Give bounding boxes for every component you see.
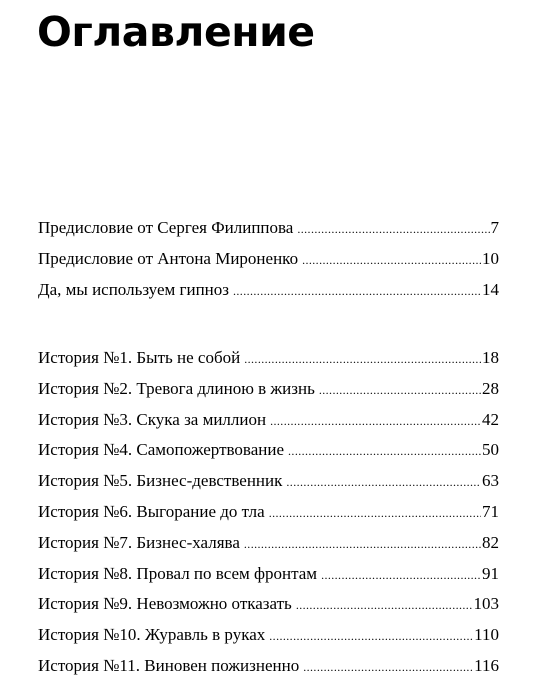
dot-leader	[302, 245, 481, 276]
toc-entry-label: История №1. Быть не собой	[38, 348, 241, 367]
toc-entry-label: История №5. Бизнес-девственник	[38, 471, 283, 491]
toc-entry-label: История №4. Самопожертвование	[38, 440, 285, 460]
toc-entry-page: 91	[482, 563, 499, 583]
toc-entry-page: 42	[482, 409, 499, 429]
toc-entry-label: Предисловие от Сергея Филиппова	[38, 218, 294, 237]
toc-entry-story-8[interactable]	[38, 559, 499, 590]
dot-leader	[296, 590, 473, 621]
dot-leader	[288, 436, 481, 467]
toc-entry-label: История №2. Тревога длиною в жизнь	[38, 378, 315, 398]
dot-leader	[244, 344, 481, 375]
toc-entry-hypnosis[interactable]	[38, 275, 499, 306]
toc-entry-label: История №3. Скука за миллион	[38, 409, 267, 429]
dot-leader	[233, 276, 481, 307]
toc-entry-page: 28	[482, 378, 499, 398]
toc-entry-page: 7	[490, 218, 499, 237]
toc-entry-label: Предисловие от Антона Мироненко	[38, 248, 299, 268]
toc-entry-story-2[interactable]	[38, 374, 499, 405]
dot-leader	[319, 375, 481, 406]
toc-entry-preface-mironenko[interactable]	[38, 244, 499, 275]
toc-entry-page: 110	[474, 625, 499, 645]
toc-entry-label: История №7. Бизнес-халява	[38, 532, 240, 552]
toc-entry-page: 50	[482, 440, 499, 460]
toc-entry-label: История №11. Виновен пожизненно	[38, 655, 300, 675]
toc-entry-page: 71	[482, 501, 499, 521]
toc-entry-story-4[interactable]	[38, 435, 499, 466]
toc-entry-story-9[interactable]	[38, 589, 499, 620]
toc-entry-page: 82	[482, 532, 499, 552]
toc-entry-page: 10	[482, 248, 499, 268]
toc-entry-story-6[interactable]	[38, 497, 499, 528]
toc-entry-page: 63	[482, 471, 499, 491]
toc-entry-page: 103	[473, 594, 499, 614]
toc-entry-story-5[interactable]	[38, 466, 499, 497]
toc-entry-story-11[interactable]	[38, 651, 499, 682]
dot-leader	[269, 621, 473, 652]
toc-entry-label: История №9. Невозможно отказать	[38, 594, 292, 614]
toc-entry-label: История №8. Провал по всем фронтам	[38, 563, 318, 583]
toc-intro-list	[38, 213, 499, 305]
toc-stories-list	[38, 343, 499, 682]
page-title: Оглавление	[37, 8, 315, 56]
toc-entry-story-1[interactable]	[38, 343, 499, 374]
toc-entry-page: 14	[482, 279, 499, 299]
toc-entry-page: 18	[482, 348, 499, 367]
toc-entry-label: Да, мы используем гипноз	[38, 279, 229, 299]
dot-leader	[269, 498, 481, 529]
dot-leader	[297, 214, 489, 245]
toc-entry-preface-filippov[interactable]	[38, 213, 499, 244]
dot-leader	[270, 406, 481, 437]
dot-leader	[321, 560, 481, 591]
dot-leader	[286, 467, 481, 498]
toc-entry-label: История №6. Выгорание до тла	[38, 501, 265, 521]
dot-leader	[303, 652, 473, 683]
toc-entry-story-10[interactable]	[38, 620, 499, 651]
toc-entry-page: 116	[474, 655, 499, 675]
toc-entry-label: История №10. Журавль в руках	[38, 625, 266, 645]
toc-entry-story-3[interactable]	[38, 405, 499, 436]
dot-leader	[244, 529, 481, 560]
toc-entry-story-7[interactable]	[38, 528, 499, 559]
